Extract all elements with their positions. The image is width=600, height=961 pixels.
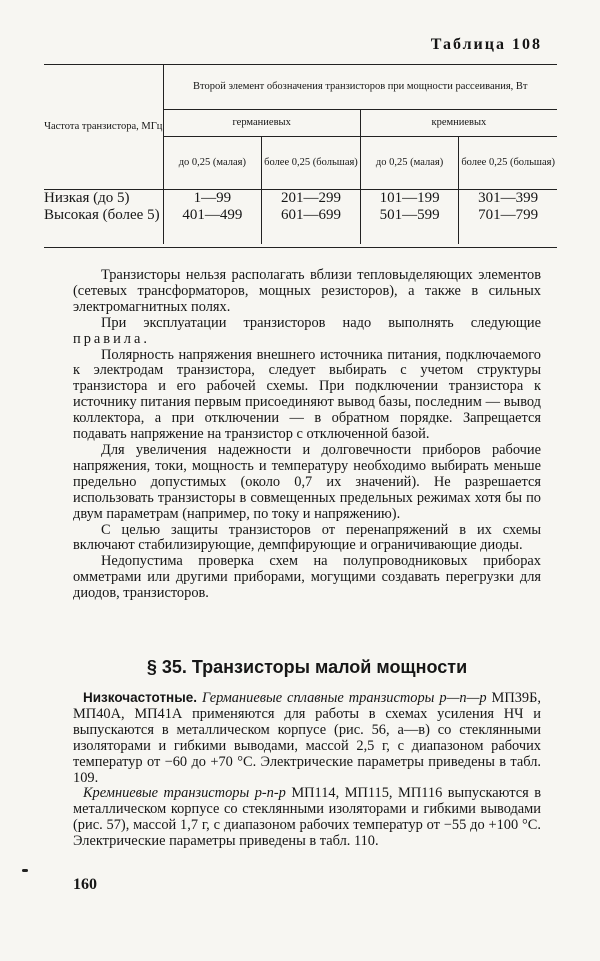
paragraph: Для увеличения надежности и долговечности приборов рабочие напряжения, токи, мощность и температуру необходимо выбирать меньше предельно допустимых (около 0,7 их значений). Не разрешается использовать транзисторы в совмещенных предельных режимах хотя бы по двум параметрам (например, по току и напряжению). [73,441,541,522]
body-text [73,268,541,602]
header-silicon: кремниевых [360,110,557,137]
header-germanium: германиевых [163,110,360,137]
text-run: МП114, МП115, МП116 выпускаются в металлическом корпусе со стеклянными изоляторами и гибкими выводами (рис. 57), массой 1,7 г, с диапазоном рабочих температур от −55 до +100 °С. Электрические параметры приведены в табл. 110. [73,785,541,850]
paragraph: Транзисторы нельзя располагать вблизи тепловыделяющих элементов (сетевых трансформаторов, мощных резисторов), а также в сильных электромагнитных полях. [73,267,541,315]
table-cell [262,190,361,245]
value: 401—499 [182,207,243,223]
page-number: 160 [73,876,97,893]
paragraph [73,690,541,786]
value: 601—699 [280,207,341,223]
header-sub-col: до 0,25 (малая) [163,137,262,190]
value: 301—399 [478,190,539,206]
table-cell [360,190,459,245]
value: 101—199 [379,190,440,206]
section-title: § 35. Транзисторы малой мощности [146,657,468,677]
paragraph: Полярность напряжения внешнего источника питания, подключаемого к электродам транзистора, следует выбирать с учетом структуры транзистора и его рабочей схемы. При подключении транзистора к источнику питания первым присоединяют вывод базы, последним — вывод коллектора, а при отключении — в обратном порядке. Запрещается подавать напряжение на транзистор с отключенной базой. [73,346,541,443]
paragraph [73,786,541,850]
table-data-row [44,190,557,245]
text-run: При эксплуатации транзисторов надо выполнять следующие [101,314,541,331]
header-sub-col: более 0,25 (большая) [262,137,361,190]
margin-mark [22,869,28,872]
header-sub-col: более 0,25 (большая) [459,137,557,190]
freq-high: Высокая (более 5) [44,207,160,223]
paragraph: Недопустима проверка схем на полупроводниковых приборах омметрами или другими приборами, могущими создавать перегрузки для диодов, транзисторов. [73,553,541,602]
freq-cell [44,190,163,245]
table-caption: Таблица 108 [430,36,542,53]
table-cell [163,190,262,245]
table-bottom-rule [44,247,557,248]
table-cell [459,190,557,245]
spaced-text: правила. [73,330,150,347]
value: 501—599 [379,207,440,223]
paragraph [73,316,541,348]
paragraph: С целью защиты транзисторов от перенапряжений в их схемы включают стабилизирующие, демпфирующие и ограничивающие диоды. [73,521,541,554]
transistor-designation-table [44,64,557,244]
header-sub-col: до 0,25 (малая) [360,137,459,190]
header-frequency: Частота транзистора, МГц [44,65,163,190]
value: 701—799 [478,207,539,223]
section-body [73,690,541,850]
run-in-heading: Низкочастотные. [83,690,197,705]
italic-text: Кремниевые транзисторы р-п-р [83,785,286,802]
value: 1—99 [193,190,232,206]
value: 201—299 [280,190,341,206]
italic-text: Германиевые сплавные транзисторы р—п—р [201,690,487,706]
header-main: Второй элемент обозначения транзисторов при мощности рассеивания, Вт [163,65,557,110]
text-run: МП39Б, МП40А, МП41А применяются для работы в схемах усиления НЧ и выпускаются в металлическом корпусе (рис. 56, а—в) со стеклянными изоляторами и гибкими выводами, массой 2,5 г, с диапазоном рабочих температур от −60 до +70 °С. Электрические параметры приведены в табл. 109. [73,690,541,786]
freq-low: Низкая (до 5) [44,190,130,206]
